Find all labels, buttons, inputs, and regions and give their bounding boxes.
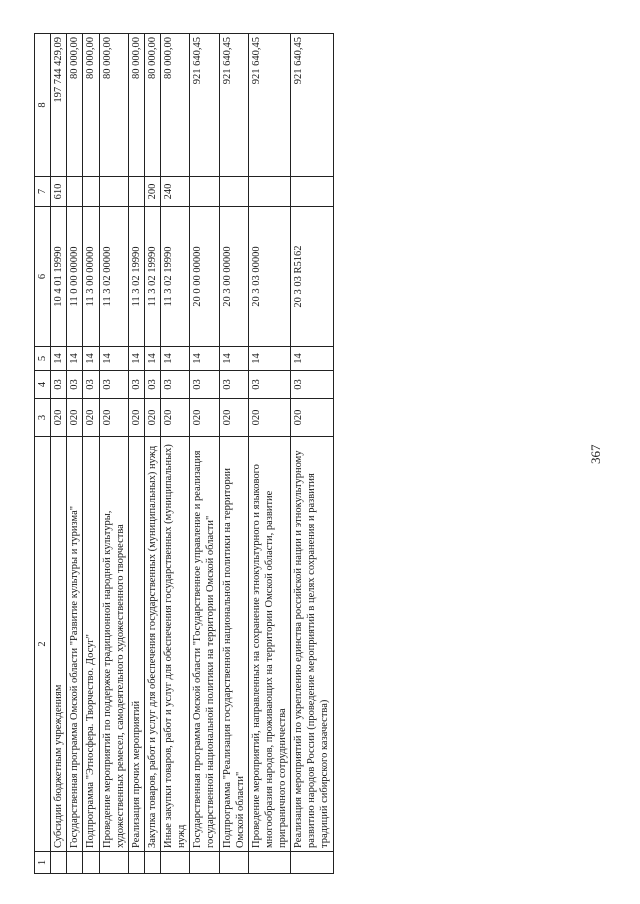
expense-type-cell [219,177,248,207]
amount-cell: 921 640,45 [219,34,248,177]
subsection-cell: 14 [190,347,219,371]
section-cell: 03 [291,371,333,399]
subsection-cell: 14 [161,347,190,371]
expense-type-cell [248,177,290,207]
description-cell: Государственная программа Омской области "Государственное управление и реализация государственной национальной политики на территории Омской области" [190,437,219,852]
expense-type-cell: 610 [51,177,67,207]
row-number-cell [83,852,99,874]
section-cell: 03 [83,371,99,399]
row-number-cell [128,852,144,874]
header-col-3: 3 [35,399,51,437]
ministry-code-cell: 020 [161,399,190,437]
target-article-cell: 11 3 02 00000 [99,207,128,347]
amount-cell: 921 640,45 [291,34,333,177]
header-col-4: 4 [35,371,51,399]
target-article-cell: 11 3 00 00000 [83,207,99,347]
header-col-2: 2 [35,437,51,852]
row-number-cell [51,852,67,874]
section-cell: 03 [144,371,160,399]
table-row [190,34,219,874]
ministry-code-cell: 020 [248,399,290,437]
subsection-cell: 14 [291,347,333,371]
ministry-code-cell: 020 [51,399,67,437]
ministry-code-cell: 020 [99,399,128,437]
table-row [248,34,290,874]
description-cell: Проведение мероприятий, направленных на сохранение этнокультурного и языкового многообразия народов, проживающих на территории Омской области, развитие приграничного сотрудничества [248,437,290,852]
target-article-cell: 20 3 00 00000 [219,207,248,347]
description-cell: Проведение мероприятий по поддержке традиционной народной культуры, художественных ремесел, самодеятельного художественного творчества [99,437,128,852]
target-article-cell: 11 0 00 00000 [67,207,83,347]
section-cell: 03 [190,371,219,399]
target-article-cell: 20 3 03 00000 [248,207,290,347]
amount-cell: 80 000,00 [161,34,190,177]
row-number-cell [248,852,290,874]
row-number-cell [219,852,248,874]
table-row [128,34,144,874]
target-article-cell: 20 3 03 R5162 [291,207,333,347]
subsection-cell: 14 [144,347,160,371]
table-row [161,34,190,874]
subsection-cell: 14 [248,347,290,371]
description-cell: Подпрограмма "Реализация государственной национальной политики на территории Омской области" [219,437,248,852]
table-row [291,34,333,874]
subsection-cell: 14 [99,347,128,371]
table-row [99,34,128,874]
table-row [83,34,99,874]
expense-type-cell [83,177,99,207]
section-cell: 03 [128,371,144,399]
budget-table [34,33,334,874]
target-article-cell: 11 3 02 19990 [144,207,160,347]
amount-cell: 80 000,00 [99,34,128,177]
description-cell: Закупка товаров, работ и услуг для обеспечения государственных (муниципальных) нужд [144,437,160,852]
section-cell: 03 [99,371,128,399]
row-number-cell [291,852,333,874]
expense-type-cell [99,177,128,207]
ministry-code-cell: 020 [144,399,160,437]
ministry-code-cell: 020 [219,399,248,437]
target-article-cell: 10 4 01 19990 [51,207,67,347]
target-article-cell: 20 0 00 00000 [190,207,219,347]
subsection-cell: 14 [128,347,144,371]
row-number-cell [144,852,160,874]
target-article-cell: 11 3 02 19990 [161,207,190,347]
header-col-5: 5 [35,347,51,371]
row-number-cell [99,852,128,874]
subsection-cell: 14 [67,347,83,371]
amount-cell: 80 000,00 [128,34,144,177]
amount-cell: 80 000,00 [67,34,83,177]
subsection-cell: 14 [219,347,248,371]
description-cell: Субсидии бюджетным учреждениям [51,437,67,852]
row-number-cell [161,852,190,874]
section-cell: 03 [51,371,67,399]
table-row [51,34,67,874]
row-number-cell [190,852,219,874]
section-cell: 03 [248,371,290,399]
section-cell: 03 [67,371,83,399]
description-cell: Иные закупки товаров, работ и услуг для обеспечения государственных (муниципальных) нужд [161,437,190,852]
table-row [144,34,160,874]
amount-cell: 197 744 429,09 [51,34,67,177]
header-col-8: 8 [35,34,51,177]
ministry-code-cell: 020 [291,399,333,437]
subsection-cell: 14 [51,347,67,371]
header-col-1: 1 [35,852,51,874]
expense-type-cell: 200 [144,177,160,207]
expense-type-cell: 240 [161,177,190,207]
header-col-7: 7 [35,177,51,207]
expense-type-cell [128,177,144,207]
ministry-code-cell: 020 [67,399,83,437]
section-cell: 03 [219,371,248,399]
amount-cell: 921 640,45 [248,34,290,177]
subsection-cell: 14 [83,347,99,371]
ministry-code-cell: 020 [128,399,144,437]
expense-type-cell [190,177,219,207]
amount-cell: 80 000,00 [144,34,160,177]
table-row [67,34,83,874]
description-cell: Реализация прочих мероприятий [128,437,144,852]
description-cell: Государственная программа Омской области "Развитие культуры и туризма" [67,437,83,852]
description-cell: Подпрограмма "Этносфера. Творчество. Досуг" [83,437,99,852]
section-cell: 03 [161,371,190,399]
description-cell: Реализация мероприятий по укреплению единства российской нации и этнокультурному развитию народов России (проведение мероприятий в целях сохранения и развития традиций сибирского казачества) [291,437,333,852]
header-col-6: 6 [35,207,51,347]
expense-type-cell [291,177,333,207]
table-body [51,34,333,874]
header-row [35,34,51,874]
row-number-cell [67,852,83,874]
ministry-code-cell: 020 [190,399,219,437]
page-number: 367 [588,444,603,464]
ministry-code-cell: 020 [83,399,99,437]
table-row [219,34,248,874]
expense-type-cell [67,177,83,207]
target-article-cell: 11 3 02 19990 [128,207,144,347]
amount-cell: 80 000,00 [83,34,99,177]
amount-cell: 921 640,45 [190,34,219,177]
